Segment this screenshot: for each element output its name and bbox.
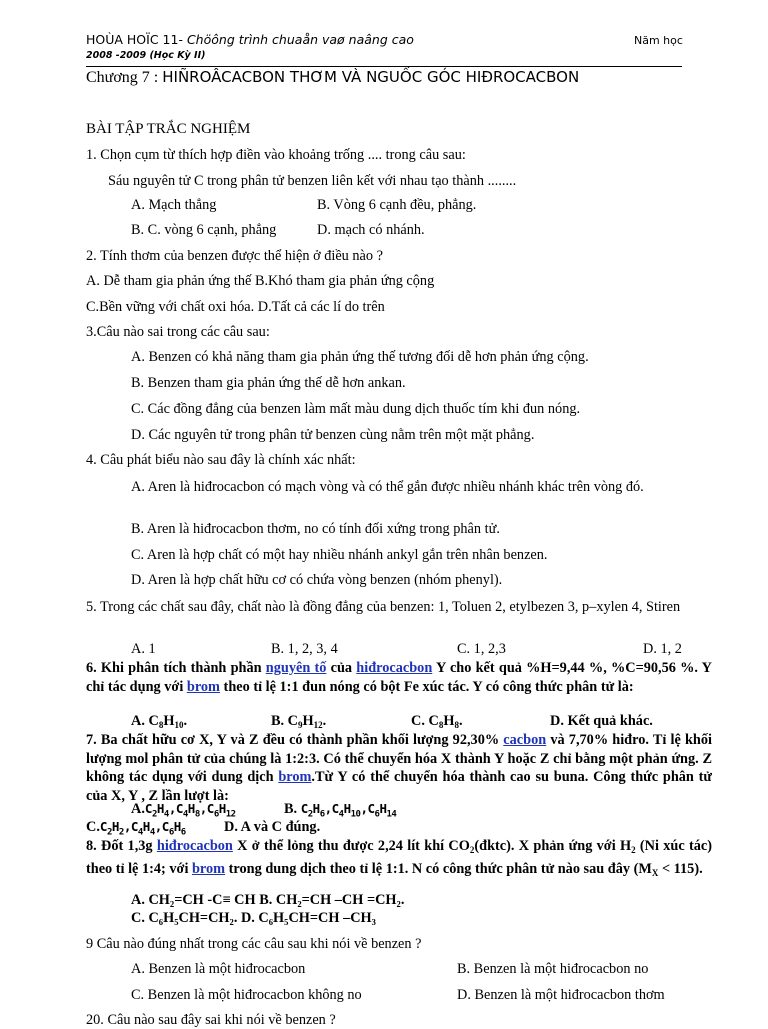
question-20-stem: 20. Câu nào sau đây sai khi nói về benzen ? [86,1012,336,1028]
question-8-options-c-d: C. C₆H₅CH=CH₂. D. C₆H₅CH=CH –CH₃ [131,910,376,926]
question-7-option-d: D. A và C đúng. [224,819,321,835]
question-1-option-b: B. Vòng 6 cạnh đều, phẳng. [317,197,477,213]
question-3-option-d: D. Các nguyên tử trong phân tử benzen cùng nằm trên một mặt phẳng. [131,427,535,443]
chapter-title: HIÑROÂCACBON THƠM VÀ NGUỐC GÓC HIĐROCACBON [162,68,580,86]
question-9-option-d: D. Benzen là một hiđrocacbon thơm [457,987,665,1003]
link-hidrocacbon[interactable]: hiđrocacbon [156,838,233,854]
link-cacbon[interactable]: cacbon [503,732,547,748]
question-6-text-4: theo tỉ lệ 1:1 đun nóng có bột Fe xúc tác. Y có công thức phân tử là: [219,678,634,695]
question-7-option-a: $A.C_2H_4,C_4H_8,C_6H_{12}$ [131,801,236,820]
question-6-option-d: D. Kết quả khác. [550,713,653,729]
question-2-options-line-2: C.Bền vững với chất oxi hóa. D.Tất cả các lí do trên [86,299,385,315]
section-title: BÀI TẬP TRẮC NGHIỆM [86,121,251,137]
question-4-option-c: C. Aren là hợp chất có một hay nhiều nhánh ankyl gắn trên nhân benzen. [131,547,548,563]
question-5-option-b: B. 1, 2, 3, 4 [271,641,338,657]
header-subject: HOÙA HOÏC 11- [86,32,183,47]
question-4-option-d: D. Aren là hợp chất hữu cơ có chứa vòng benzen (nhóm phenyl). [131,572,503,588]
question-7-stem: 7. Ba chất hữu cơ X, Y và Z đều có thành phần khối lượng 92,30% cacbon và 7,70% hiđro. Tỉ lệ khối lượng mol phân tử của chúng là 1:2:3. Có thể chuyển hóa X thành Y hoặc Z chỉ bằng một phản ứng. Z không tác dụng với dung dịch brom.Từ Y có thể chuyển hóa thành cao su buna. Công thức phân tử của X, Y , Z lần lượt là: [86,732,712,804]
question-2-stem: 2. Tính thơm của benzen được thể hiện ở điều nào ? [86,248,383,264]
question-5-option-d: D. 1, 2 [643,641,682,657]
question-3-stem: 3.Câu nào sai trong các câu sau: [86,324,270,340]
question-3-option-c: C. Các đồng đẳng của benzen làm mất màu dung dịch thuốc tím khi đun nóng. [131,401,581,417]
question-9-option-a: A. Benzen là một hiđrocacbon [131,961,306,977]
header-program: Chöông trình chuaån vaø naâng cao [186,32,414,47]
question-1-option-d: D. mạch có nhánh. [317,222,425,238]
header-school-year: 2008 -2009 (Học Kỳ II) [86,50,206,61]
link-brom[interactable]: brom [278,769,312,785]
question-6-option-b: B. $C_9H_{12}$. [271,713,327,730]
question-8-stem: 8. Đốt 1,3g hiđrocacbon X ở thể lỏng thu được 2,24 lít khí $CO_2(đktc)$. X phản ứng với $H_2$ (Ni xúc tác) theo tỉ lệ 1:4; với brom trong dung dịch theo tỉ lệ 1:1. N có công thức phân tử nào sau đây $(M_X < 115)$. [86,838,713,878]
header-year-label: Năm học [634,34,683,47]
question-6-text-1: 6. Khi phân tích thành phần [86,660,266,676]
question-6-stem [86,659,712,696]
link-brom[interactable]: brom [191,860,226,877]
question-7-option-c: $C.C_2H_2,C_4H_4,C_6H_6$ [86,819,186,838]
question-3-option-a: A. Benzen có khả năng tham gia phản ứng thế tương đối dễ hơn phản ứng cộng. [131,349,589,365]
question-5-stem: 5. Trong các chất sau đây, chất nào là đồng đẳng của benzen: 1, Toluen 2, etylbezen 3, p–xylen 4, Stiren [86,599,681,615]
question-2-options-line-1: A. Dễ tham gia phản ứng thế B.Khó tham gia phản ứng cộng [86,273,435,289]
question-5-option-c: C. 1, 2,3 [457,641,506,657]
question-4-stem: 4. Câu phát biểu nào sau đây là chính xác nhất: [86,452,356,468]
question-4-option-a: A. Aren là hiđrocacbon có mạch vòng và có thể gắn được nhiều nhánh khác trên vòng đó. [131,479,644,495]
question-6-text-3: Y cho kết quả %H=9,44 %, %C=90,56 %. Y chỉ tác dụng với [86,660,712,695]
question-6-text-2: của [326,660,357,676]
question-8-options-a-b: A. CH₂=CH -C≡ CH B. CH₂=CH –CH =CH₂. [131,892,405,908]
question-5-option-a: A. 1 [131,641,156,657]
link-hidrocacbon[interactable]: hiđrocacbon [356,660,433,676]
question-7-option-b: B. $C_2H_6,C_4H_{10},C_6H_{14}$ [284,801,397,820]
question-1-stem: 1. Chọn cụm từ thích hợp điền vào khoảng trống .... trong câu sau: [86,147,466,163]
link-brom[interactable]: brom [186,678,220,695]
question-3-option-b: B. Benzen tham gia phản ứng thế dễ hơn ankan. [131,375,406,391]
question-6-option-a: A. $C_8H_{10}$. [131,713,188,730]
question-9-option-b: B. Benzen là một hiđrocacbon no [457,961,649,977]
question-9-stem: 9 Câu nào đúng nhất trong các câu sau khi nói về benzen ? [86,936,422,952]
chapter-heading [86,69,579,87]
header-rule [86,66,682,67]
header-left [86,33,414,47]
question-6-option-c: C. $C_8H_8$. [411,713,463,730]
question-1-option-a: A. Mạch thẳng [131,197,217,213]
question-4-option-b: B. Aren là hiđrocacbon thơm, no có tính đối xứng trong phân tử. [131,521,500,537]
link-nguyen-to[interactable]: nguyên tố [265,660,327,676]
question-1-option-c: B. C. vòng 6 cạnh, phẳng [131,222,277,238]
chapter-prefix: Chương 7 : [86,69,159,86]
question-1-sentence: Sáu nguyên tử C trong phân tử benzen liên kết với nhau tạo thành ........ [108,173,517,189]
question-9-option-c: C. Benzen là một hiđrocacbon không no [131,987,362,1003]
